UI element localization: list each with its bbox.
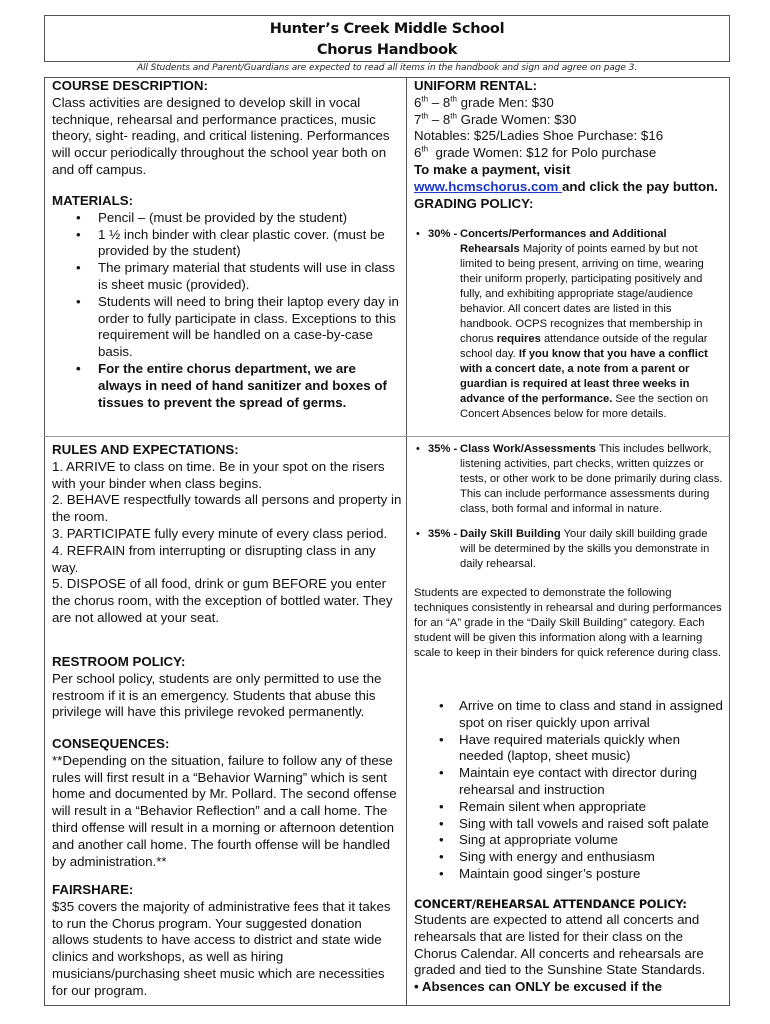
course-text: Class activities are designed to develop skill in vocal technique, rehearsal and performance practices, music theory, sight- reading, and critical listening. Performances will occur periodically throughout the school year both on and off campus. [52,94,390,177]
grading-item-classwork: • 35% - Class Work/Assessments This includes bellwork, listening activities, part checks, written quizzes or tests, or other work to be done primarily during class. This can include performance assessments during class, both formal and informal in nature. [416,443,723,515]
rule-item: 2. BEHAVE respectfully towards all persons and property in the room. [52,492,402,525]
bullet-icon: • [416,443,420,455]
uniform-women: 7th – 8th Grade Women: $30 [414,111,577,127]
uniform-section [414,78,724,212]
skills-section [414,698,724,883]
course-heading: COURSE DESCRIPTION: [52,78,208,93]
school-name: Hunter’s Creek Middle School [269,21,505,37]
skill-item: • Arrive on time to class and stand in assigned spot on riser quickly upon arrival [459,698,724,732]
header-box [44,15,730,62]
materials-item: • Students will need to bring their laptop every day in order to fully participate in class. Exceptions to this requirement will be handled on a case-by-case basis. [98,294,402,361]
grading-percent: 35% - [428,443,458,455]
skills-list [414,698,724,883]
grading-percent: 35% - [428,528,458,540]
uniform-polo: 6th grade Women: $12 for Polo purchase [414,144,657,161]
materials-section [52,193,402,411]
restroom-section [52,654,402,721]
fairshare-heading: FAIRSHARE: [52,882,134,897]
materials-item-bold: • For the entire chorus department, we are always in need of hand sanitizer and boxes of tissues to prevent the spread of germs. [98,361,402,411]
materials-item: • 1 ½ inch binder with clear plastic cover. (must be provided by the student) [98,227,402,261]
consequences-heading: CONSEQUENCES: [52,736,170,751]
bullet-icon: • [416,228,420,240]
uniform-heading: UNIFORM RENTAL: [414,78,538,93]
attendance-section [414,898,724,996]
attendance-bullet: • Absences can ONLY be excused if the [414,979,663,995]
skill-item: • Remain silent when appropriate [459,799,724,816]
rule-item: 5. DISPOSE of all food, drink or gum BEFORE you enter the chorus room, with the exception of bottled water. They are not allowed at your seat. [52,576,393,625]
grading-title: Class Work/Assessments [460,443,596,455]
grading-list-2 [414,442,724,661]
grading-title: Concerts/Performances and Additional Rehearsals [460,228,667,255]
handbook-title: Chorus Handbook [316,42,458,58]
skill-item: • Maintain good singer’s posture [459,866,724,883]
rules-section [52,442,402,627]
section-divider [44,436,730,437]
rule-item: 1. ARRIVE to class on time. Be in your spot on the risers with your binder when class begins. [52,458,385,491]
consequences-text: **Depending on the situation, failure to follow any of these rules will first result in a “Behavior Warning” which is sent home and documented by Mr. Pollard. The second offense will result in a “Behavior Reflection” and a call home. The third offense will result in a morning or afternoon detention and another call home. The fourth offense will be handled by administration.** [52,752,397,869]
uniform-notables: Notables: $25/Ladies Shoe Purchase: $16 [414,128,664,144]
attendance-text: Students are expected to attend all concerts and rehearsals that are listed for their class on the Chorus Calendar. All concerts and rehearsals are graded and tied to the Sunshine State Standards. [414,912,706,978]
fairshare-section [52,882,402,1000]
grading-percent: 30% - [428,228,458,240]
skill-item: • Maintain eye contact with director during rehearsal and instruction [459,765,724,799]
grading-heading: GRADING POLICY: [414,195,534,211]
materials-heading: MATERIALS: [52,193,134,208]
payment-link[interactable]: www.hcmschorus.com [414,178,563,194]
grading-title: Daily Skill Building [460,528,561,540]
rule-item: 3. PARTICIPATE fully every minute of every class period. [52,525,388,541]
grading-item-concerts: • 30% - Concerts/Performances and Additional Rehearsals Majority of points earned by but not limited to being present, arriving on time, wearing their uniform properly, participating positively and fully, and exhibiting appropriate stage/audience behavior. All concert dates are listed in this handbook. OCPS recognizes that membership in chorus requires attendance outside of the regular school day. If you know that you have a conflict with a concert date, a note from a parent or guardian is required at least three weeks in advance of the performance. See the section on Concert Absences below for more details. [416,228,709,420]
grading-item-daily: • 35% - Daily Skill Building Your daily skill building grade will be determined by the skills you demonstrate in daily rehearsal. [416,528,710,570]
payment-text: To make a payment, visit www.hcmschorus.com and click the pay button. [414,161,718,194]
skill-item: • Sing with tall vowels and raised soft palate [459,816,724,833]
column-divider [406,77,407,1006]
expectations-text: Students are expected to demonstrate the following techniques consistently in rehearsal and during performances for an “A” grade in the “Daily Skill Building” category. Each student will be given this information along with a learning scale to keep in their binders for quick reference during class. [414,587,722,659]
rules-heading: RULES AND EXPECTATIONS: [52,442,239,457]
materials-item: • The primary material that students will use in class is sheet music (provided). [98,260,402,294]
skill-item: • Sing with energy and enthusiasm [459,849,724,866]
bullet-icon: • [416,528,420,540]
materials-list [52,210,402,412]
consequences-section [52,736,402,870]
restroom-heading: RESTROOM POLICY: [52,654,186,669]
restroom-text: Per school policy, students are only permitted to use the restroom if it is an emergency. Students that abuse this privilege will have this privilege revoked permanently. [52,670,382,720]
course-section [52,78,402,179]
uniform-men: 6th – 8th grade Men: $30 [414,94,554,110]
skill-item: • Sing at appropriate volume [459,832,724,849]
materials-item: • Pencil – (must be provided by the student) [98,210,402,227]
grading-list [414,227,724,422]
fairshare-text: $35 covers the majority of administrative fees that it takes to run the Chorus program. Your suggested donation allows students to have access to district and state wide clinics and workshops, as well as hiring musicians/purchasing sheet music which are necessities for our program. [52,898,391,998]
skill-item: • Have required materials quickly when needed (laptop, sheet music) [459,732,724,766]
attendance-heading: CONCERT/REHEARSAL ATTENDANCE POLICY: [414,898,687,911]
read-notice: All Students and Parent/Guardians are expected to read all items in the handbook and sign and agree on page 3. [137,63,637,73]
rule-item: 4. REFRAIN from interrupting or disrupting class in any way. [52,542,376,575]
